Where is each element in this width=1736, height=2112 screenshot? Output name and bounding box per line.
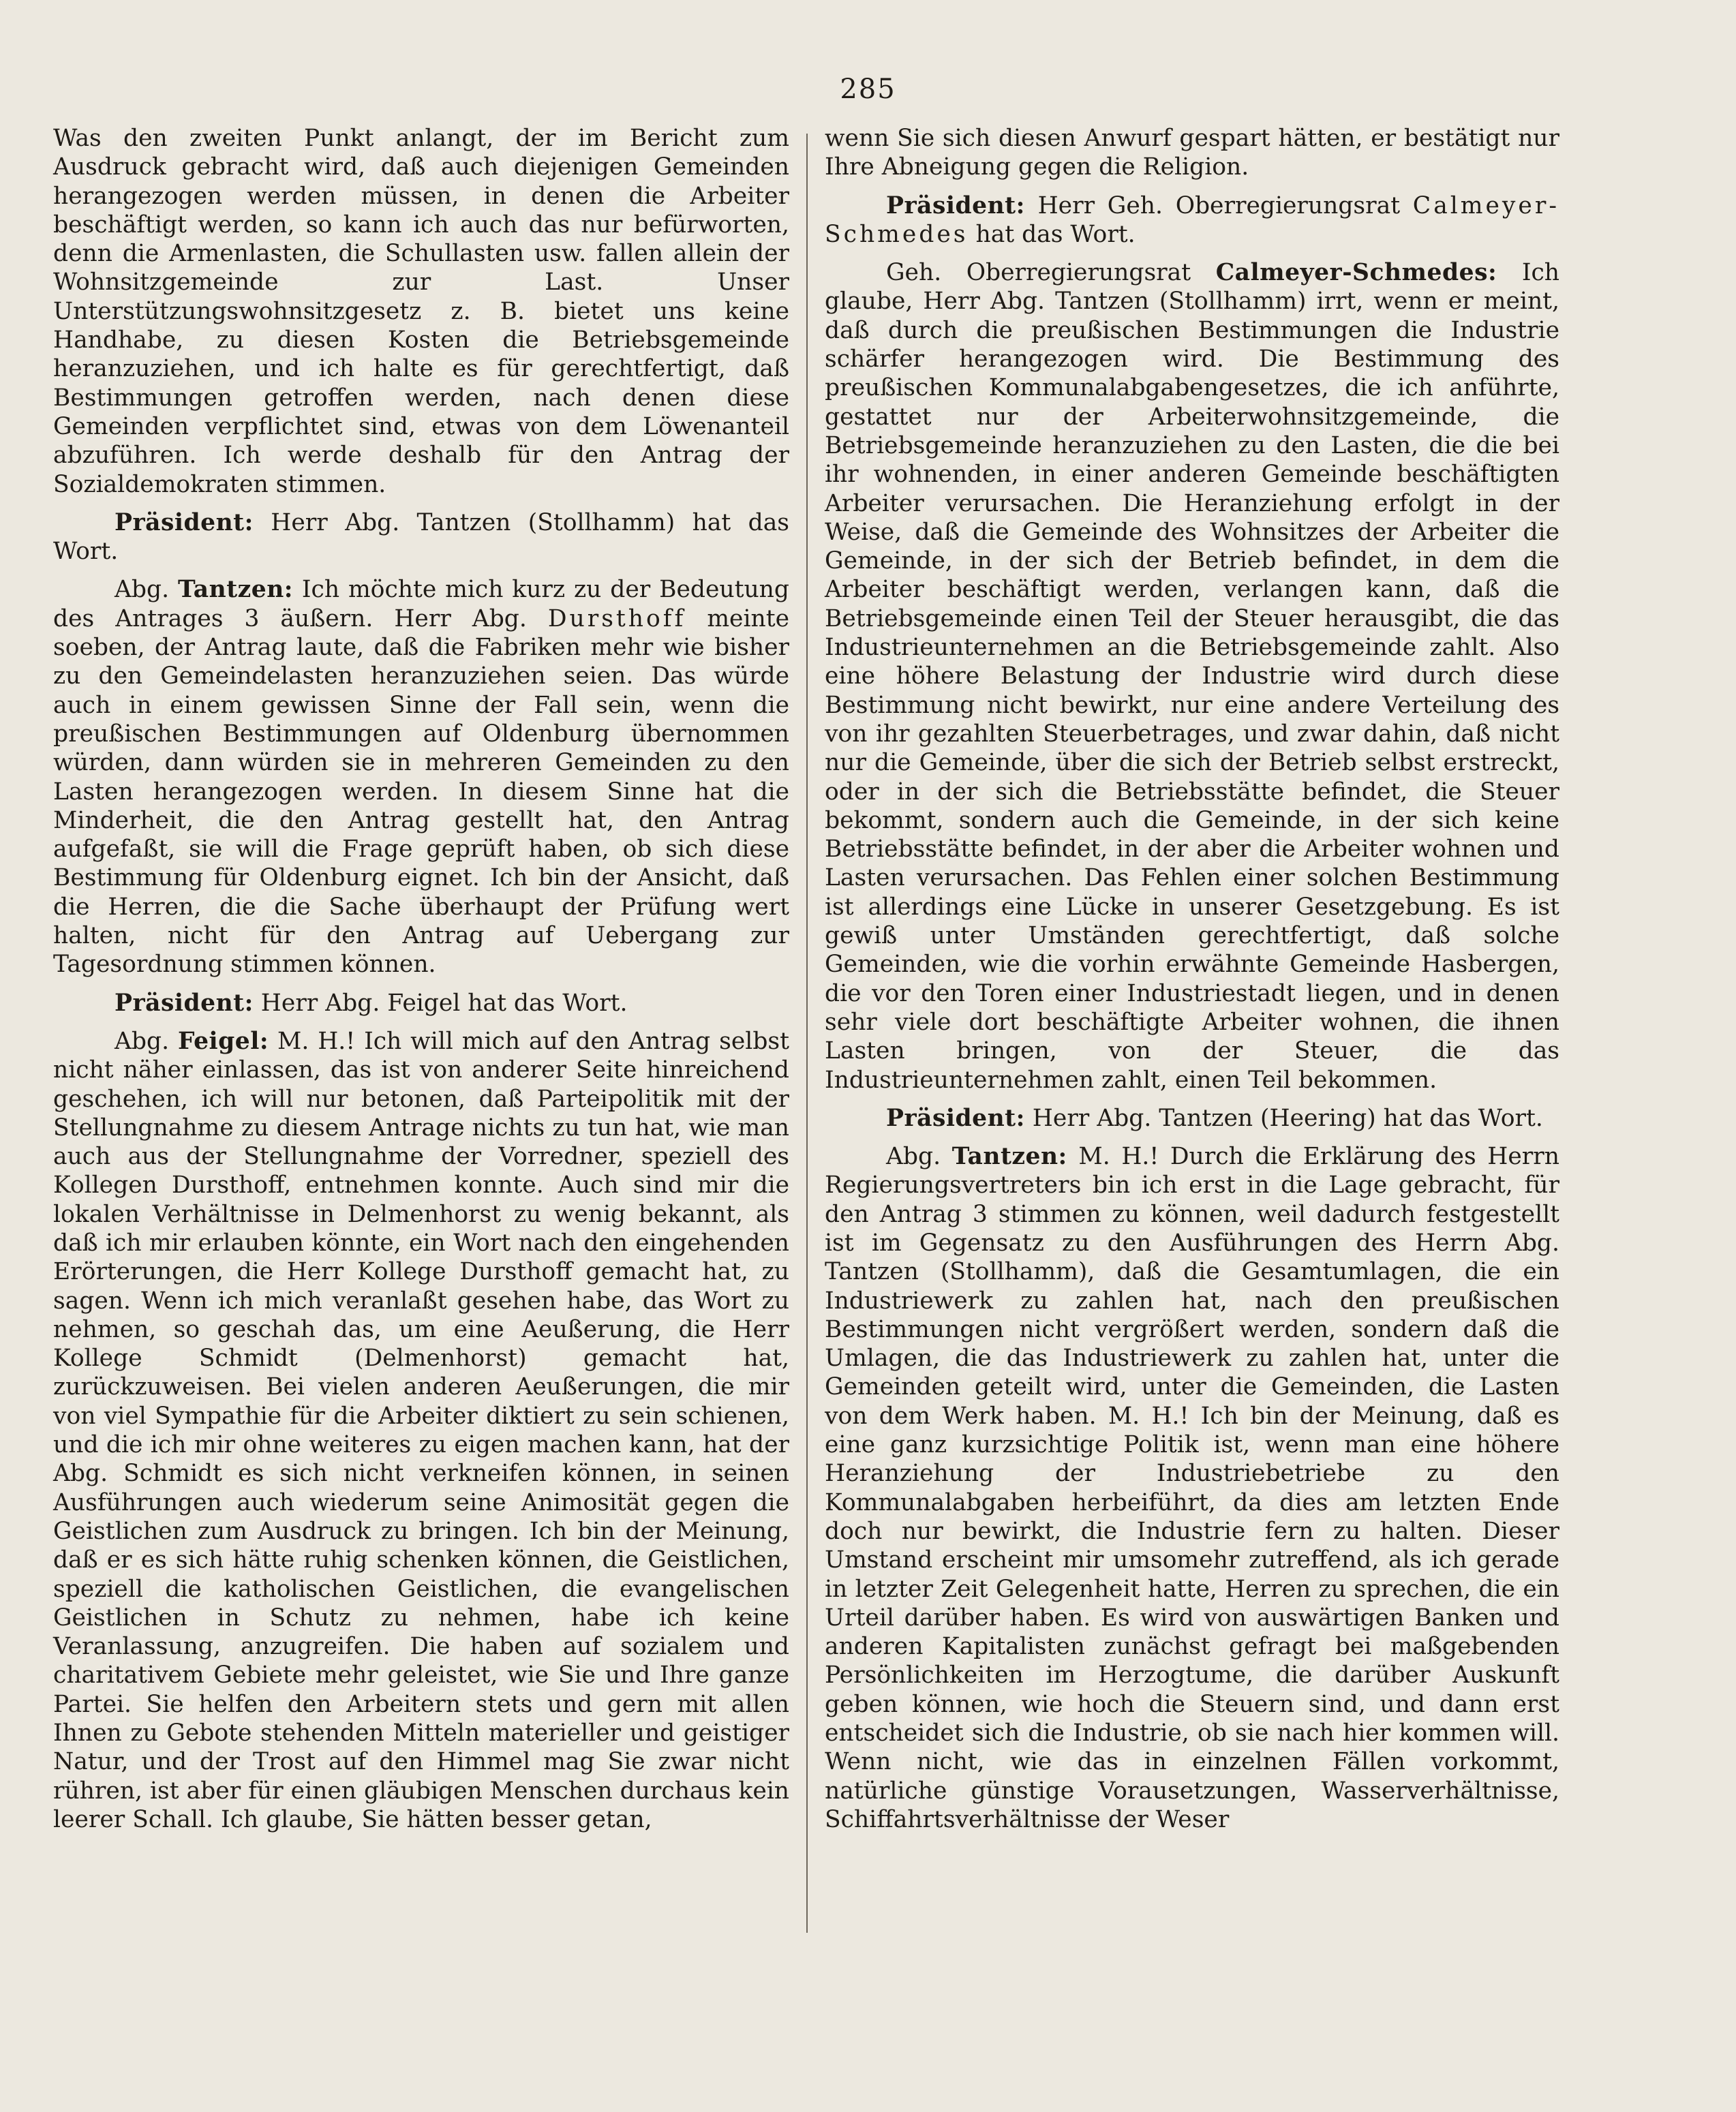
paragraph-text: meinte soeben, der Antrag laute, daß die Fabriken mehr wie bisher zu den Gemeindelasten heranzuziehen seien. Das würde auch in einem gewissen Sinne der Fall sein, wenn die preußischen Bestimmungen auf Oldenburg übernommen würden, dann würden sie in mehreren Gemeinden zu den Lasten herangezogen werden. In diesem Sinne hat die Minderheit, die den Antrag gestellt hat, den Antrag aufgefaßt, sie will die Frage geprüft haben, ob sich diese Bestimmung für Oldenburg eignet. Ich bin der Ansicht, daß die Herren, die die Sache überhaupt der Prüfung wert halten, nicht für den Antrag auf Uebergang zur Tagesordnung stimmen können. <box>53 604 790 979</box>
paragraph-text: Herr Abg. Feigel hat das Wort. <box>253 989 628 1017</box>
left-column <box>53 124 789 1834</box>
spaced-name: Calmeyer-Schmedes <box>825 192 1559 248</box>
speaker-label: Tantzen: <box>951 1143 1067 1171</box>
paragraph-text: Ich möchte mich kurz zu der Bedeutung des Antrages 3 äußern. Herr Abg. <box>53 576 789 632</box>
paragraph <box>53 575 789 979</box>
paragraph-text: Ich glaube, Herr Abg. Tantzen (Stollhamm) irrt, wenn er meint, daß durch die preußischen Bestimmungen die Industrie schärfer herangezogen wird. Die Bestimmung des preußischen Kommunalabgabengesetzes, die ich anführte, gestattet nur der Arbeiterwohnsitzgemeinde, die Betriebsgemeinde heranzuziehen zu den Lasten, die die bei ihr wohnenden, in einer anderen Gemeinde beschäftigten Arbeiter verursachen. Die Heranziehung erfolgt in der Weise, daß die Gemeinde des Wohnsitzes der Arbeiter die Gemeinde, in der sich der Betrieb befindet, in dem die Arbeiter beschäftigt werden, verlangen kann, daß die Betriebsgemeinde einen Teil der Steuer herausgibt, die das Industrieunternehmen an die Betriebsgemeinde zahlt. Also eine höhere Belastung der Industrie wird durch diese Bestimmung nicht bewirkt, nur eine andere Verteilung des von ihr gezahlten Steuerbetrages, und zwar dahin, daß nicht nur die Gemeinde, über die sich der Betrieb selbst erstreckt, oder in der sich die Betriebsstätte befindet, die Steuer bekommt, sondern auch die Gemeinde, in der sich keine Betriebsstätte befindet, in der aber die Arbeiter wohnen und Lasten verursachen. Das Fehlen einer solchen Bestimmung ist allerdings eine Lücke in unserer Gesetzgebung. Es ist gewiß unter Umständen gerechtfertigt, daß solche Gemeinden, wie die vorhin erwähnte Gemeinde Hasbergen, die vor den Toren einer Industriestadt liegen, und in denen sehr viele dort beschäftigte Arbeiter wohnen, die ihnen Lasten bringen, von der Steuer, die das Industrieunternehmen zahlt, einen Teil bekommen. <box>825 259 1559 1094</box>
paragraph: wenn Sie sich diesen Anwurf gespart hätten, er bestätigt nur Ihre Abneigung gegen die Religion. <box>825 125 1559 181</box>
speaker-prefix: Abg. <box>115 576 178 604</box>
speaker-label: Präsident: <box>115 989 254 1017</box>
speaker-prefix: Abg. <box>886 1143 952 1171</box>
paragraph-text: M. H.! Durch die Erklärung des Herrn Regierungsvertreters bin ich erst in die Lage gebracht, für den Antrag 3 stimmen zu können, weil dadurch festgestellt ist im Gegensatz zu den Ausführungen des Herrn Abg. Tantzen (Stollhamm), daß die Gesamtumlagen, die ein Industriewerk zu zahlen hat, nach den preußischen Bestimmungen nicht vergrößert werden, sondern daß die Umlagen, die das Industriewerk zu zahlen hat, unter die Gemeinden geteilt wird, unter die Gemeinden, die Lasten von dem Werk haben. M. H.! Ich bin der Meinung, daß es eine ganz kurzsichtige Politik ist, wenn man eine höhere Heranziehung der Industriebetriebe zu den Kommunalabgaben herbeiführt, da dies am letzten Ende doch nur bewirkt, die Industrie fern zu halten. Dieser Umstand erscheint mir umsomehr zutreffend, als ich gerade in letzter Zeit Gelegenheit hatte, Herren zu sprechen, die ein Urteil darüber haben. Es wird von auswärtigen Banken und anderen Kapitalisten zunächst gefragt bei maßgebenden Persönlichkeiten im Herzogtume, die darüber Auskunft geben können, wie hoch die Steuern sind, und dann erst entscheidet sich die Industrie, ob sie nach hier kommen will. Wenn nicht, wie das in einzelnen Fällen vorkommt, natürliche günstige Vorausetzungen, Wasserverhältnisse, Schiffahrtsverhältnisse der Weser <box>825 1143 1559 1833</box>
paragraph <box>53 508 789 566</box>
paragraph-text: hat das Wort. <box>968 220 1136 248</box>
speaker-label: Präsident: <box>886 192 1025 219</box>
column-divider <box>806 134 808 1933</box>
paragraph-text: Herr Abg. Tantzen (Heering) hat das Wort. <box>1024 1104 1543 1132</box>
paragraph <box>825 258 1559 1095</box>
speaker-label: Präsident: <box>886 1104 1025 1132</box>
paragraph <box>53 989 789 1017</box>
paragraph: Was den zweiten Punkt anlangt, der im Bericht zum Ausdruck gebracht wird, daß auch diejenigen Gemeinden herangezogen werden müssen, in denen die Arbeiter beschäftigt werden, so kann ich auch das nur befürworten, denn die Armenlasten, die Schullasten usw. fallen allein der Wohnsitzgemeinde zur Last. Unser Unterstützungswohnsitzgesetz z. B. bietet uns keine Handhabe, zu diesen Kosten die Betriebsgemeinde heranzuziehen, und ich halte es für gerechtfertigt, daß Bestimmungen getroffen werden, nach denen diese Gemeinden verpflichtet sind, etwas von dem Löwenanteil abzuführen. Ich werde deshalb für den Antrag der Sozialdemokraten stimmen. <box>53 125 789 498</box>
paragraph <box>825 192 1559 249</box>
paragraph <box>825 1142 1559 1834</box>
speaker-label: Präsident: <box>115 508 254 536</box>
speaker-prefix: Abg. <box>115 1027 178 1055</box>
paragraph-text: M. H.! Ich will mich auf den Antrag selbst nicht näher einlassen, das ist von anderer Seite hinreichend geschehen, ich will nur betonen, daß Parteipolitik mit der Stellungnahme zu diesem Antrage nichts zu tun hat, wie man auch aus der Stellungnahme der Vorredner, speziell des Kollegen Dursthoff, entnehmen konnte. Auch sind mir die lokalen Verhältnisse in Delmenhorst zu wenig bekannt, als daß ich mir erlauben könnte, ein Wort nach den eingehenden Erörterungen, die Herr Kollege Dursthoff gemacht hat, zu sagen. Wenn ich mich veranlaßt gesehen habe, das Wort zu nehmen, so geschah das, um eine Aeußerung, die Herr Kollege Schmidt (Delmenhorst) gemacht hat, zurückzuweisen. Bei vielen anderen Aeußerungen, die mir von viel Sympathie für die Arbeiter diktiert zu sein schienen, und die ich mir ohne weiteres zu eigen machen kann, hat der Abg. Schmidt es sich nicht verkneifen können, in seinen Ausführungen auch wiederum seine Animosität gegen die Geistlichen zum Ausdruck zu bringen. Ich bin der Meinung, daß er es sich hätte ruhig schenken können, die Geistlichen, speziell die katholischen Geistlichen, die evangelischen Geistlichen in Schutz zu nehmen, habe ich keine Veranlassung, anzugreifen. Die haben auf sozialem und charitativem Gebiete mehr geleistet, wie Sie und Ihre ganze Partei. Sie helfen den Arbeitern stets und gern mit allen Ihnen zu Gebote stehenden Mitteln materieller und geistiger Natur, und der Trost auf den Himmel mag Sie zwar nicht rühren, ist aber für einen gläubigen Menschen durchaus kein leerer Schall. Ich glaube, Sie hätten besser getan, <box>53 1027 789 1833</box>
paragraph <box>825 1104 1559 1133</box>
paragraph-text: Herr Abg. Tantzen (Stollhamm) hat das Wort. <box>53 508 789 566</box>
speaker-label: Calmeyer-Schmedes: <box>1215 259 1497 287</box>
speaker-label: Feigel: <box>177 1027 269 1055</box>
speaker-prefix: Geh. Oberregierungsrat <box>886 259 1216 287</box>
page-number: 285 <box>840 74 896 105</box>
spaced-name: Dursthoff <box>547 604 686 632</box>
right-column <box>825 124 1559 1834</box>
paragraph-text: Herr Geh. Oberregierungsrat <box>1024 192 1413 219</box>
paragraph <box>53 1027 789 1834</box>
speaker-label: Tantzen: <box>177 576 294 604</box>
